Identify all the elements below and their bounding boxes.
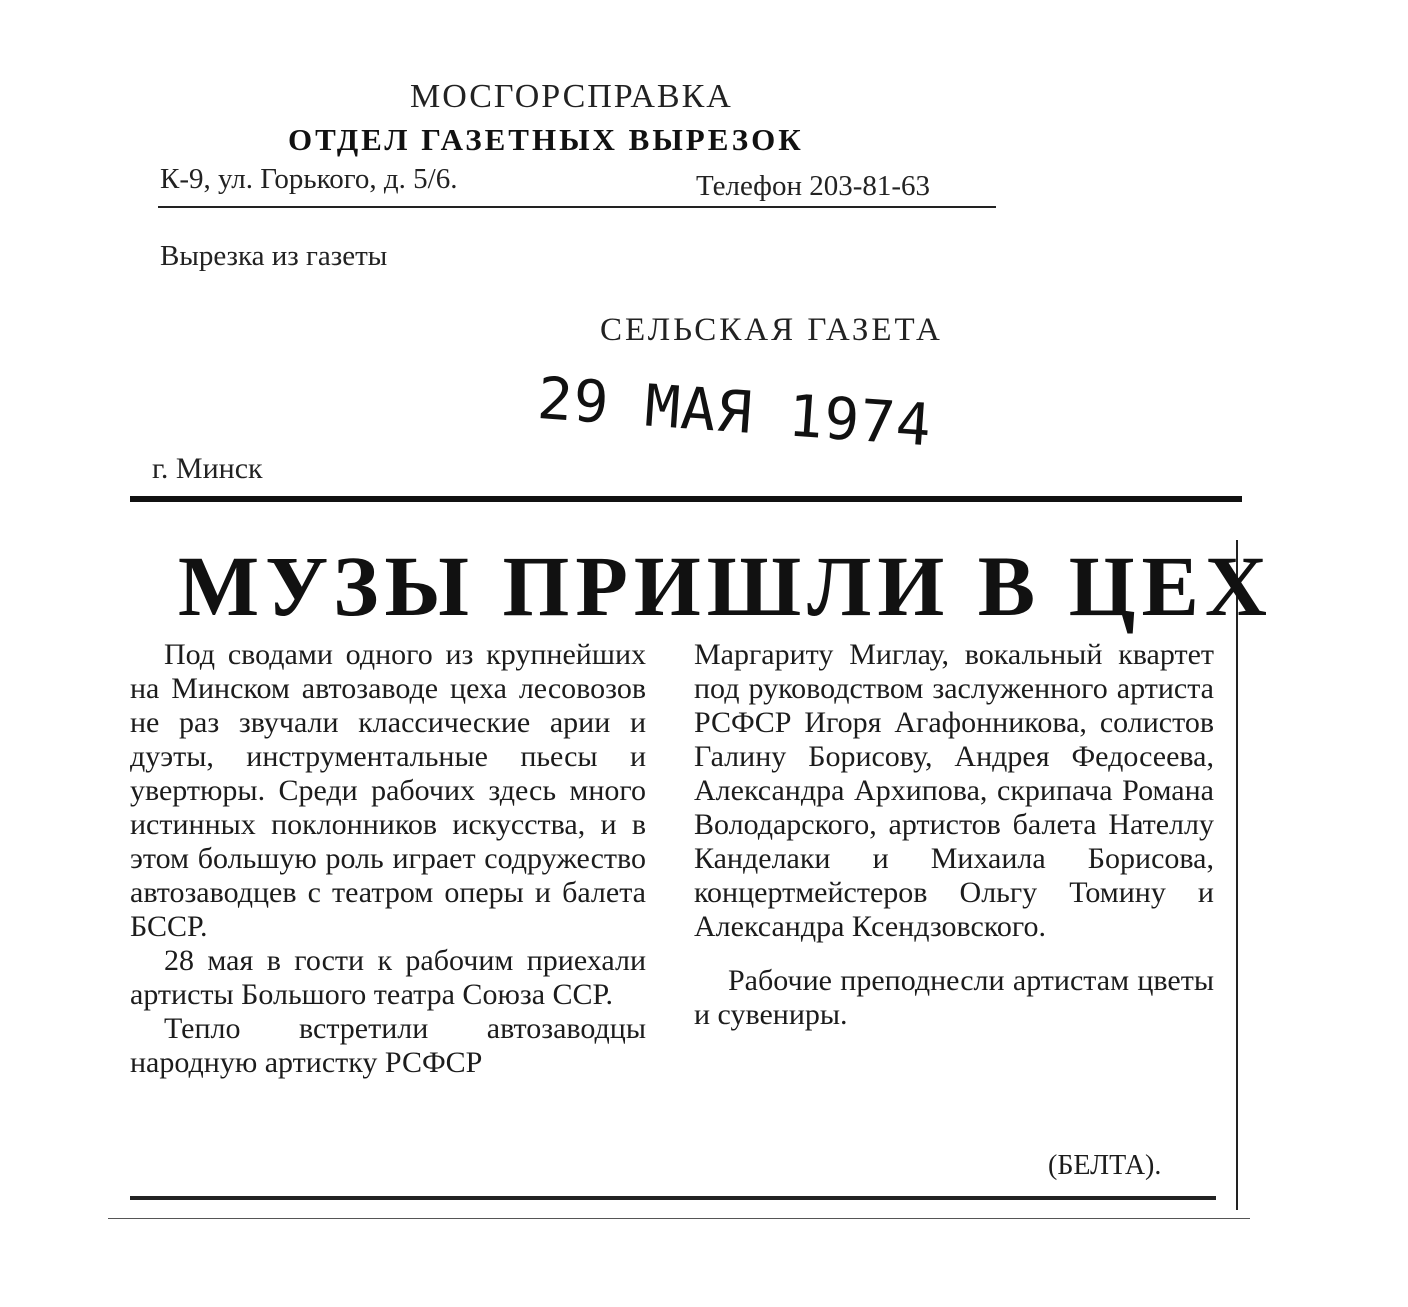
agency-phone: Телефон 203-81-63: [696, 170, 931, 202]
agency-name: МОСГОРСПРАВКА: [410, 78, 733, 115]
article-column-left: [130, 638, 646, 1080]
clipping-edge-rule: [108, 1218, 1250, 1219]
article-paragraph: Рабочие преподнесли артистам цветы и сувениры.: [694, 964, 1214, 1031]
article-paragraph: Под сводами одного из крупнейших на Минском автозаводе цеха лесовозов не раз звучали классические арии и дуэты, инструментальные пьесы и увертюры. Среди рабочих здесь много истинных поклонников искусства, и в этом большую роль играет содружество автозаводцев с театром оперы и балета БССР.: [130, 638, 646, 943]
date-stamp: 29 МАЯ 1974: [535, 364, 935, 460]
newspaper-name: СЕЛЬСКАЯ ГАЗЕТА: [600, 312, 943, 348]
article-top-rule: [130, 496, 1242, 502]
article-paragraph: Маргариту Миглау, вокальный квартет под руководством заслуженного артиста РСФСР Игоря Агафонникова, солистов Галину Борисову, Андрея Федосеева, Александра Архипова, скрипача Романа Володарского, артистов балета Нателлу Канделаки и Михаила Борисова, концертмейстеров Ольгу Томину и Александра Ксендзовского.: [694, 638, 1214, 943]
article-column-right: [694, 638, 1214, 1032]
city-label: г. Минск: [152, 452, 263, 485]
article-headline: МУЗЫ ПРИШЛИ В ЦЕХ: [178, 538, 1273, 634]
article-bottom-rule: [130, 1196, 1216, 1200]
agency-address: К-9, ул. Горького, д. 5/6.: [160, 163, 458, 195]
article-signoff: (БЕЛТА).: [1048, 1150, 1162, 1181]
clipping-label: Вырезка из газеты: [160, 240, 388, 272]
article-paragraph: Тепло встретили автозаводцы народную артистку РСФСР: [130, 1012, 646, 1079]
article-paragraph: 28 мая в гости к рабочим приехали артисты Большого театра Союза ССР.: [130, 944, 646, 1011]
article-right-rule: [1236, 540, 1238, 1210]
stamp-divider: [158, 206, 996, 208]
department-name: ОТДЕЛ ГАЗЕТНЫХ ВЫРЕЗОК: [288, 122, 804, 157]
